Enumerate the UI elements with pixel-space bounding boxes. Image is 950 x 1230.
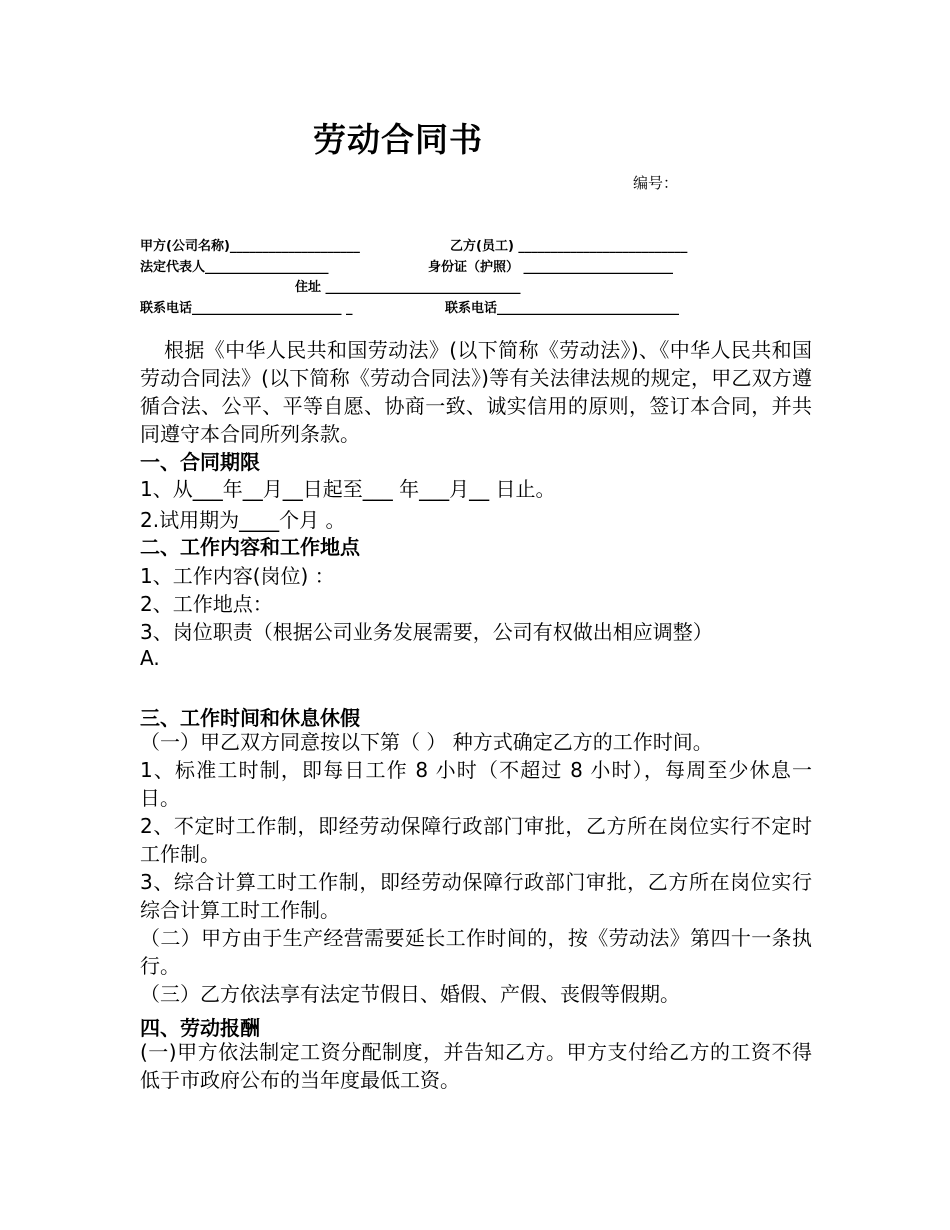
contract-title: 劳动合同书 bbox=[313, 120, 483, 159]
section-4-heading: 四、劳动报酬 bbox=[140, 1016, 260, 1040]
contract-term-line: 1、从___年__月__日起至___ 年___月__ 日止。 bbox=[140, 477, 556, 501]
wage-clause: (一)甲方依法制定工资分配制度，并告知乙方。甲方支付给乙方的工资不得低于市政府公布的当年度最低工资。 bbox=[140, 1040, 812, 1092]
contract-number-label: 编号： bbox=[633, 174, 679, 192]
section-1-heading: 一、合同期限 bbox=[140, 450, 260, 474]
id-card-field: 身份证（护照） _______________________ bbox=[428, 260, 674, 275]
legal-representative-field: 法定代表人___________________ bbox=[140, 260, 329, 275]
address-field: 住址 ______________________________ bbox=[295, 280, 521, 295]
party-a-name-field: 甲方(公司名称)____________________ bbox=[140, 239, 360, 254]
section-4-body bbox=[140, 1038, 812, 1094]
work-time-clause-1: （一）甲乙双方同意按以下第（ ） 种方式确定乙方的工作时间。 bbox=[140, 730, 713, 754]
section-3-body bbox=[140, 728, 812, 1008]
party-b-field: 乙方(员工) __________________________ bbox=[450, 239, 688, 254]
holiday-clause: （三）乙方依法享有法定节假日、婚假、产假、丧假等假期。 bbox=[140, 982, 680, 1006]
probation-line: 2.试用期为____个月 。 bbox=[140, 508, 346, 532]
section-2-heading: 二、工作内容和工作地点 bbox=[140, 535, 360, 559]
comprehensive-hours-clause: 3、综合计算工时工作制，即经劳动保障行政部门审批，乙方所在岗位实行综合计算工时工作制。 bbox=[140, 870, 812, 922]
job-content-line: 1、工作内容(岗位) ： bbox=[140, 564, 335, 588]
intro-text: 根据《中华人民共和国劳动法》(以下简称《劳动法》)、《中华人民共和国劳动合同法》(以下简称《劳动合同法》)等有关法律法规的规定，甲乙双方遵循合法、公平、平等自愿、协商一致、诚实信用的原则，签订本合同，并共同遵守本合同所列条款。 bbox=[140, 338, 812, 446]
duty-a-line: A. bbox=[140, 646, 160, 670]
phone-a-field: 联系电话_______________________ _ bbox=[140, 301, 353, 316]
section-3-heading: 三、工作时间和休息休假 bbox=[140, 706, 360, 730]
overtime-clause: （二）甲方由于生产经营需要延长工作时间的，按《劳动法》第四十一条执行。 bbox=[140, 926, 812, 978]
flexible-hours-clause: 2、不定时工作制，即经劳动保障行政部门审批，乙方所在岗位实行不定时工作制。 bbox=[140, 814, 812, 866]
job-duties-line: 3、岗位职责（根据公司业务发展需要，公司有权做出相应调整） bbox=[140, 620, 713, 644]
intro-paragraph bbox=[140, 336, 812, 448]
work-location-line: 2、工作地点： bbox=[140, 592, 273, 616]
standard-hours-clause: 1、标准工时制，即每日工作 8 小时（不超过 8 小时），每周至少休息一日。 bbox=[140, 758, 812, 810]
phone-b-field: 联系电话____________________________ bbox=[445, 301, 680, 316]
